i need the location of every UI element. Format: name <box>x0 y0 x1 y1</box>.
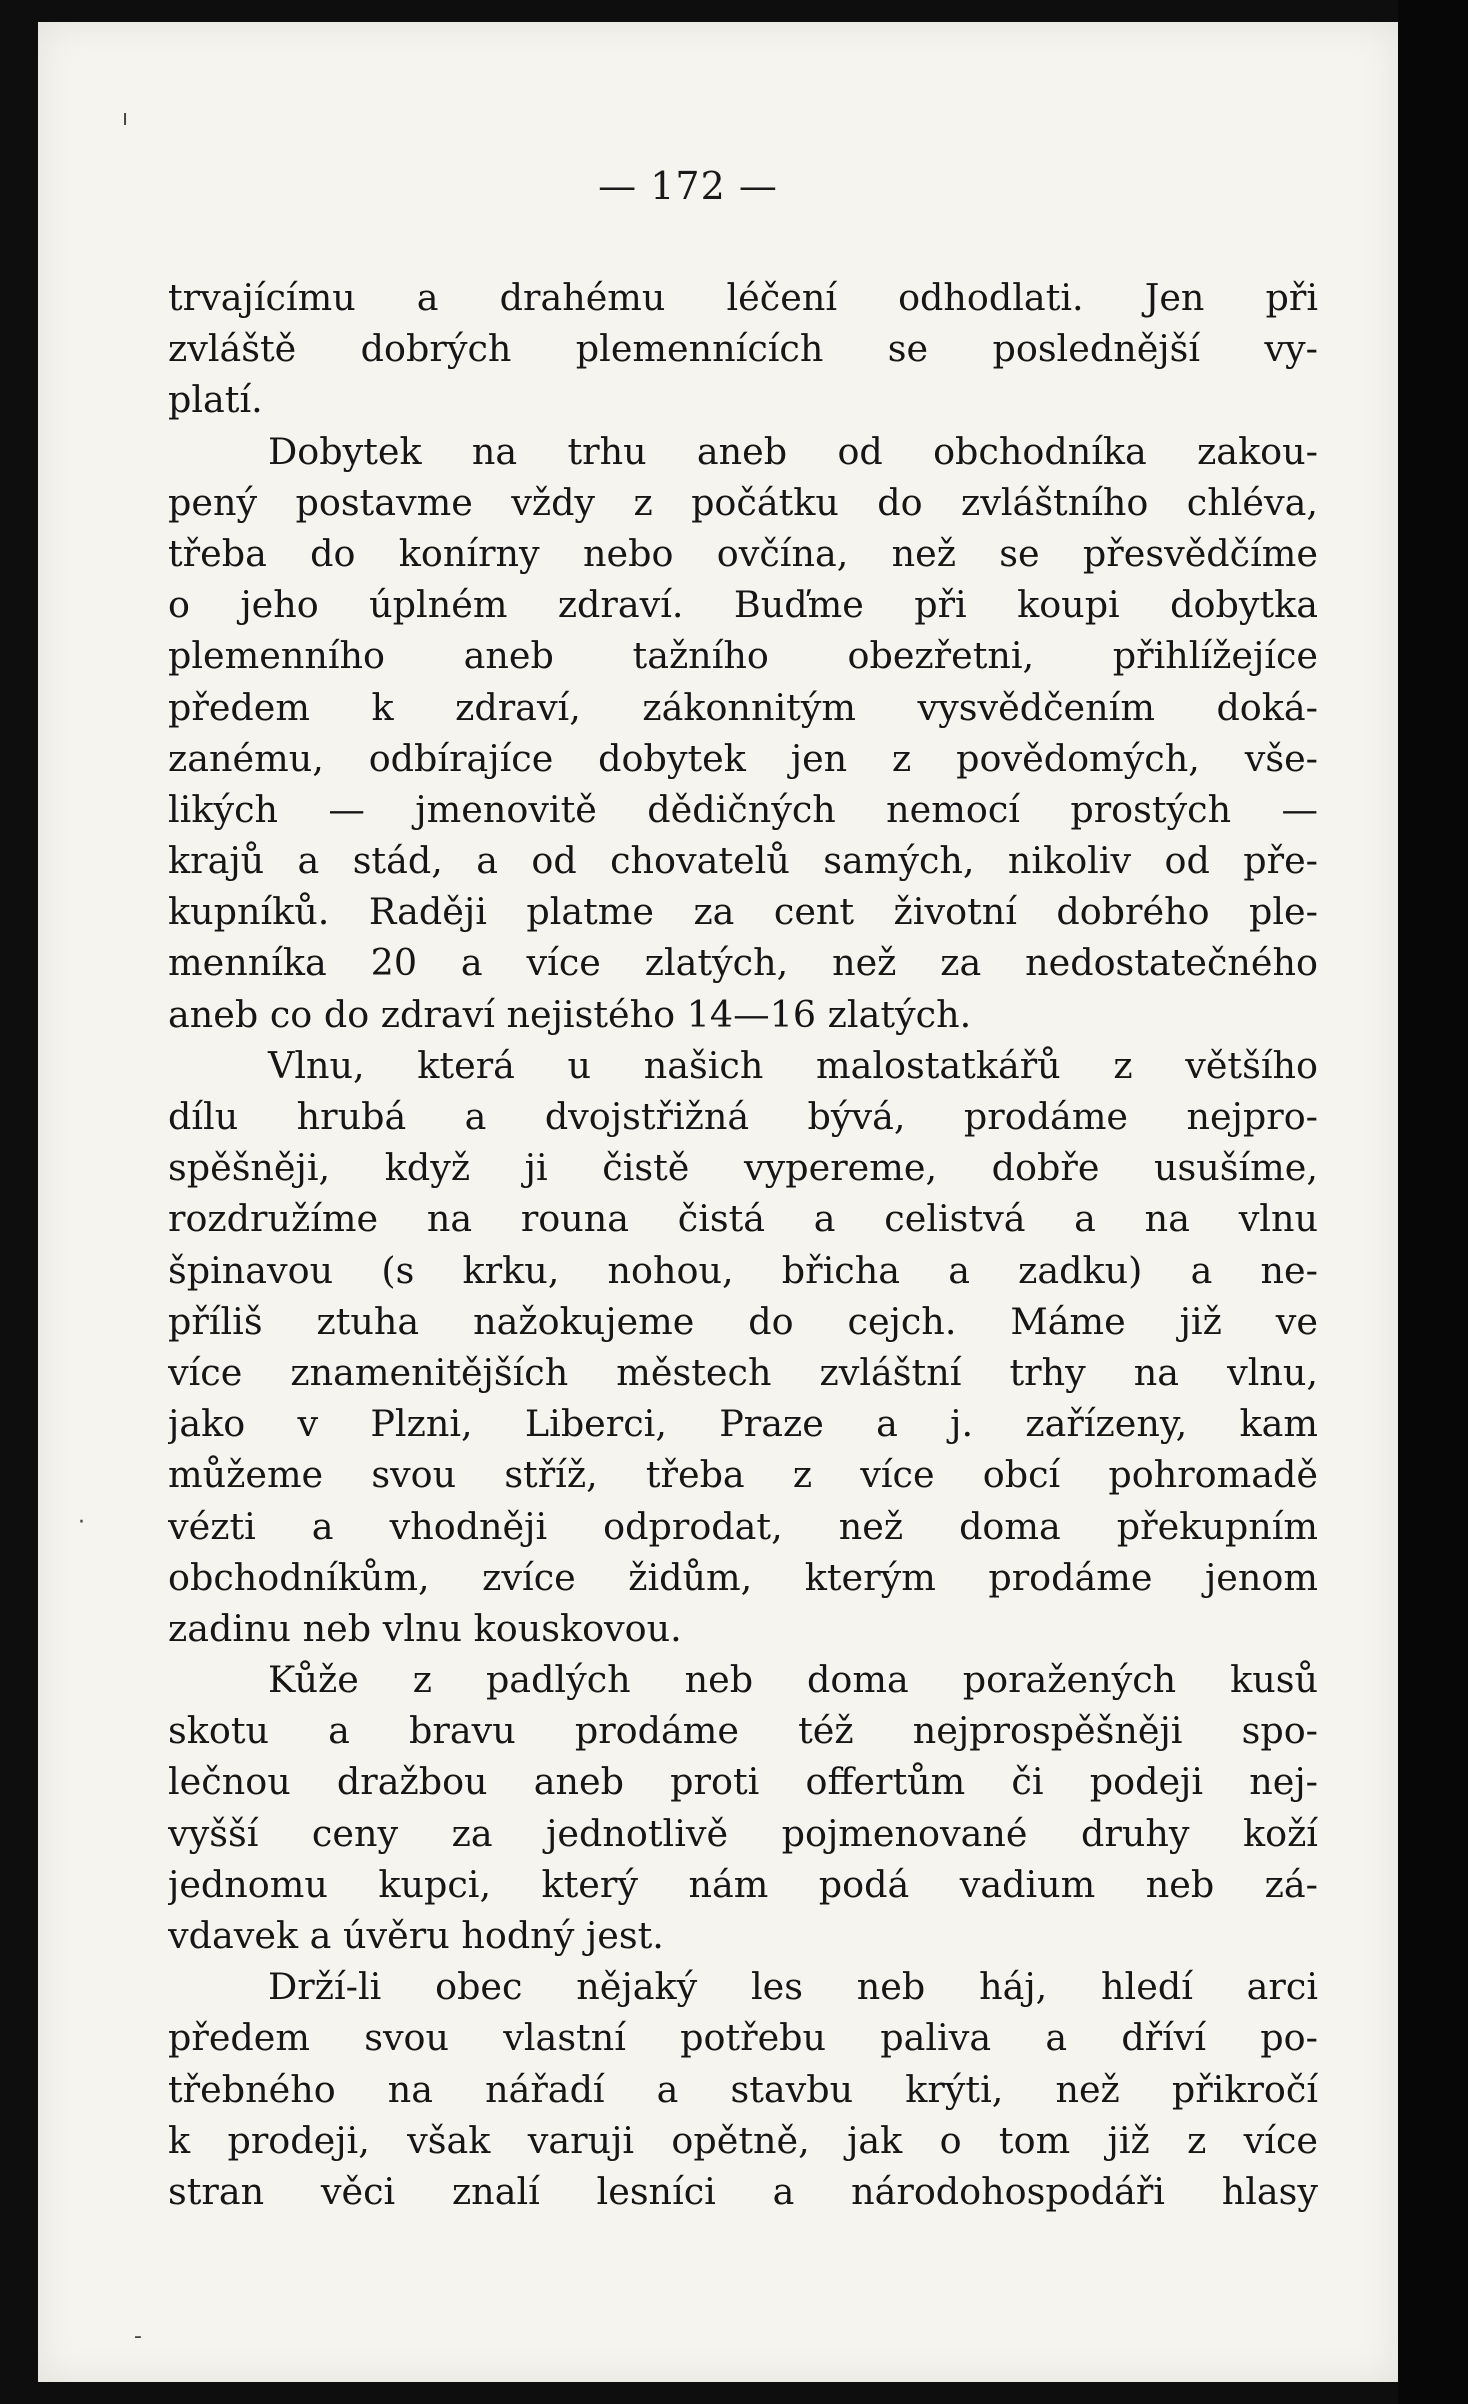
text-line: menníka 20 a více zlatých, než za nedostatečného <box>168 941 1318 985</box>
text-line: skotu a bravu prodáme též nejprospěšněji spo- <box>168 1709 1318 1753</box>
text-line: Kůže z padlých neb doma poražených kusů <box>268 1658 1318 1702</box>
text-line: platí. <box>168 378 263 422</box>
text-line: aneb co do zdraví nejistého 14—16 zlatých. <box>168 992 972 1036</box>
text-line: můžeme svou stříž, třeba z více obcí pohromadě <box>168 1453 1318 1497</box>
text-line: příliš ztuha nažokujeme do cejch. Máme již ve <box>168 1299 1318 1343</box>
scan-speck: · <box>78 1510 85 1535</box>
text-line: vézti a vhodněji odprodat, než doma překupním <box>168 1504 1318 1548</box>
scan-speck: ı <box>122 106 129 131</box>
text-line: plemenního aneb tažního obezřetni, přihlížejíce <box>168 634 1318 678</box>
text-line: stran věci znalí lesníci a národohospodáři hlasy <box>168 2169 1318 2213</box>
text-line: Drží-li obec nějaký les neb háj, hledí arci <box>268 1965 1318 2009</box>
text-line: předem svou vlastní potřebu paliva a dříví po- <box>168 2016 1318 2060</box>
text-line: třeba do konírny nebo ovčína, než se přesvědčíme <box>168 531 1318 575</box>
scan-speck: - <box>134 2324 142 2349</box>
text-line: trvajícímu a drahému léčení odhodlati. Jen při <box>168 276 1318 319</box>
scan-border <box>1398 0 1468 2404</box>
text-line: rozdružíme na rouna čistá a celistvá a na vlnu <box>168 1197 1318 1241</box>
text-line: lečnou dražbou aneb proti offertům či podeji nej- <box>168 1760 1318 1804</box>
text-line: zadinu neb vlnu kouskovou. <box>168 1606 682 1650</box>
text-line: špinavou (s krku, nohou, břicha a zadku) a ne- <box>168 1248 1318 1292</box>
text-line: zanému, odbírajíce dobytek jen z povědomých, vše- <box>168 736 1318 780</box>
text-line: spěšněji, když ji čistě vypereme, dobře usušíme, <box>168 1146 1318 1190</box>
text-line: jako v Plzni, Liberci, Praze a j. zařízeny, kam <box>168 1402 1318 1446</box>
body-text <box>168 272 1318 2217</box>
text-line: krajů a stád, a od chovatelů samých, nikoliv od pře- <box>168 839 1318 883</box>
text-line: vdavek a úvěru hodný jest. <box>168 1914 664 1957</box>
text-line: o jeho úplném zdraví. Buďme při koupi dobytka <box>168 583 1318 627</box>
text-line: Dobytek na trhu aneb od obchodníka zakou- <box>268 429 1318 473</box>
text-line: kupníků. Raději platme za cent životní dobrého ple- <box>168 890 1318 934</box>
text-line: více znamenitějších městech zvláštní trhy na vlnu, <box>168 1350 1318 1394</box>
book-page <box>38 22 1398 2382</box>
text-line: obchodníkům, zvíce židům, kterým prodáme jenom <box>168 1555 1318 1599</box>
text-line: dílu hrubá a dvojstřižná bývá, prodáme nejpro- <box>168 1095 1318 1138</box>
text-line: vyšší ceny za jednotlivě pojmenované druhy koží <box>168 1811 1318 1855</box>
text-line: předem k zdraví, zákonnitým vysvědčením doká- <box>168 685 1318 729</box>
text-line: Vlnu, která u našich malostatkářů z většího <box>268 1043 1318 1087</box>
page-number: — 172 — <box>598 164 778 208</box>
text-line: zvláště dobrých plemennících se poslednější vy- <box>168 327 1318 371</box>
text-line: třebného na nářadí a stavbu krýti, než přikročí <box>168 2067 1318 2111</box>
text-line: pený postavme vždy z počátku do zvláštního chléva, <box>168 480 1318 524</box>
text-line: jednomu kupci, který nám podá vadium neb zá- <box>168 1862 1318 1906</box>
text-line: likých — jmenovitě dědičných nemocí prostých — <box>168 787 1318 831</box>
text-line: k prodeji, však varuji opětně, jak o tom již z více <box>168 2118 1318 2162</box>
